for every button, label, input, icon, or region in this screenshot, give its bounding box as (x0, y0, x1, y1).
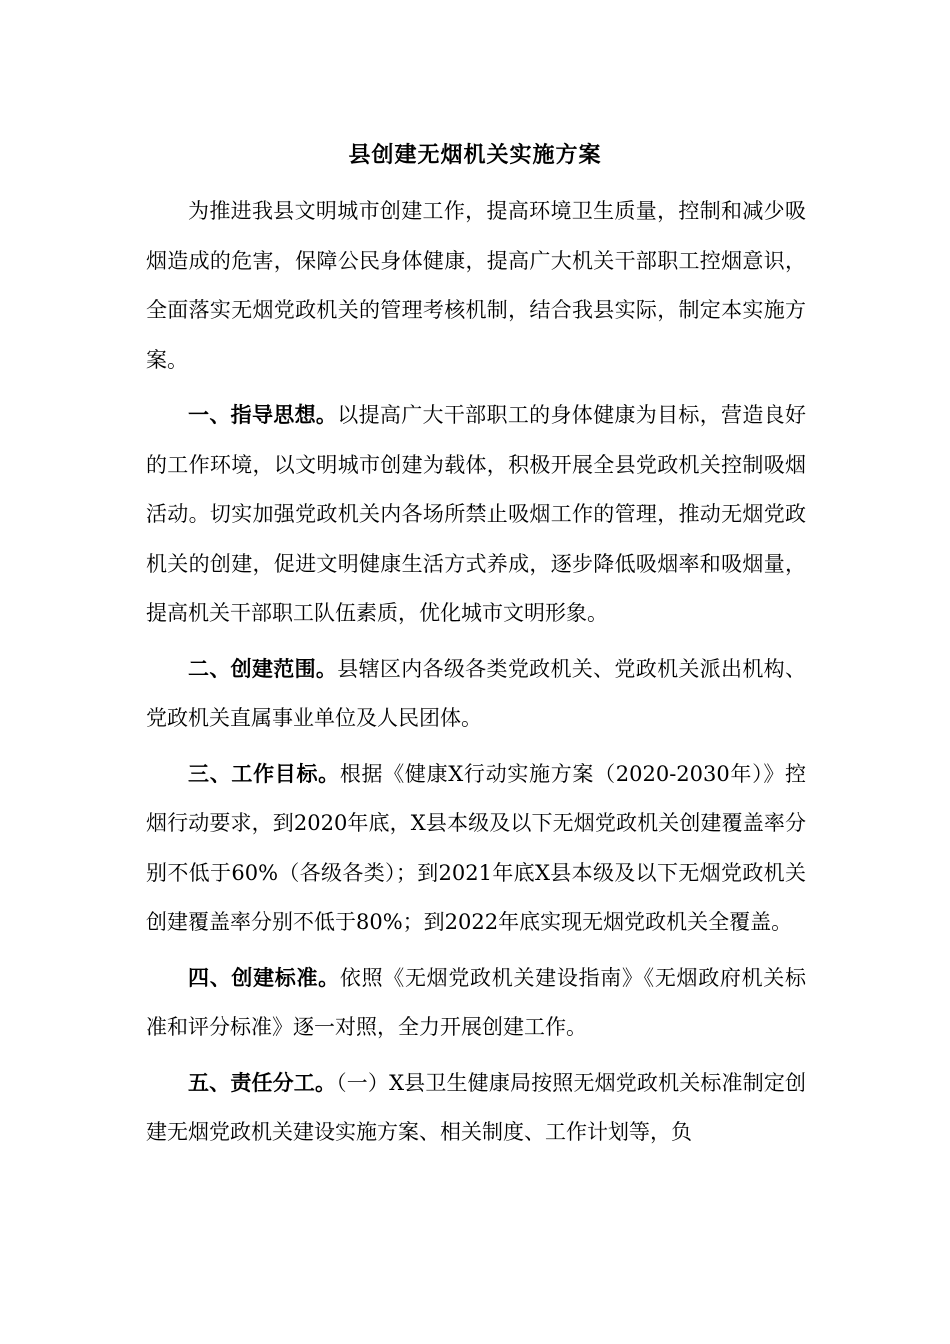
section-text: 依照《无烟党政机关建设指南》《无烟政府机关标准和评分标准》逐一对照，全力开展创建工作。 (146, 965, 806, 1039)
section-heading: 五、责任分工。 (188, 1070, 337, 1095)
section-paragraph-standards (146, 954, 806, 1053)
section-text: 县辖区内各级各类党政机关、党政机关派出机构、党政机关直属事业单位及人民团体。 (146, 656, 806, 730)
section-heading: 四、创建标准。 (188, 965, 340, 990)
section-text: 根据《健康X行动实施方案（2020-2030年）》控烟行动要求，到2020年底，X县本级及以下无烟党政机关创建覆盖率分别不低于60%（各级各类）；到2021年底X县本级及以下无烟党政机关创建覆盖率分别不低于80%；到2022年底实现无烟党政机关全覆盖。 (146, 761, 807, 934)
document-title: 县创建无烟机关实施方案 (348, 143, 602, 168)
section-paragraph-responsibilities (146, 1059, 806, 1158)
section-heading: 二、创建范围。 (188, 656, 338, 681)
intro-paragraph: 为推进我县文明城市创建工作，提高环境卫生质量，控制和减少吸烟造成的危害，保障公民身体健康，提高广大机关干部职工控烟意识，全面落实无烟党政机关的管理考核机制，结合我县实际，制定本实施方案。 (146, 199, 806, 372)
section-text: 以提高广大干部职工的身体健康为目标，营造良好的工作环境，以文明城市创建为载体，积极开展全县党政机关控制吸烟活动。切实加强党政机关内各场所禁止吸烟工作的管理，推动无烟党政机关的创建，促进文明健康生活方式养成，逐步降低吸烟率和吸烟量，提高机关干部职工队伍素质，优化城市文明形象。 (146, 403, 806, 625)
section-heading: 三、工作目标。 (188, 761, 340, 786)
section-text: （一）X县卫生健康局按照无烟党政机关标准制定创建无烟党政机关建设实施方案、相关制度、工作计划等，负 (146, 1070, 807, 1144)
section-paragraph-goals (146, 750, 806, 948)
document-body (146, 187, 806, 1158)
section-paragraph-guiding-ideology (146, 391, 806, 639)
section-paragraph-scope (146, 645, 806, 744)
section-heading: 一、指导思想。 (188, 403, 338, 427)
